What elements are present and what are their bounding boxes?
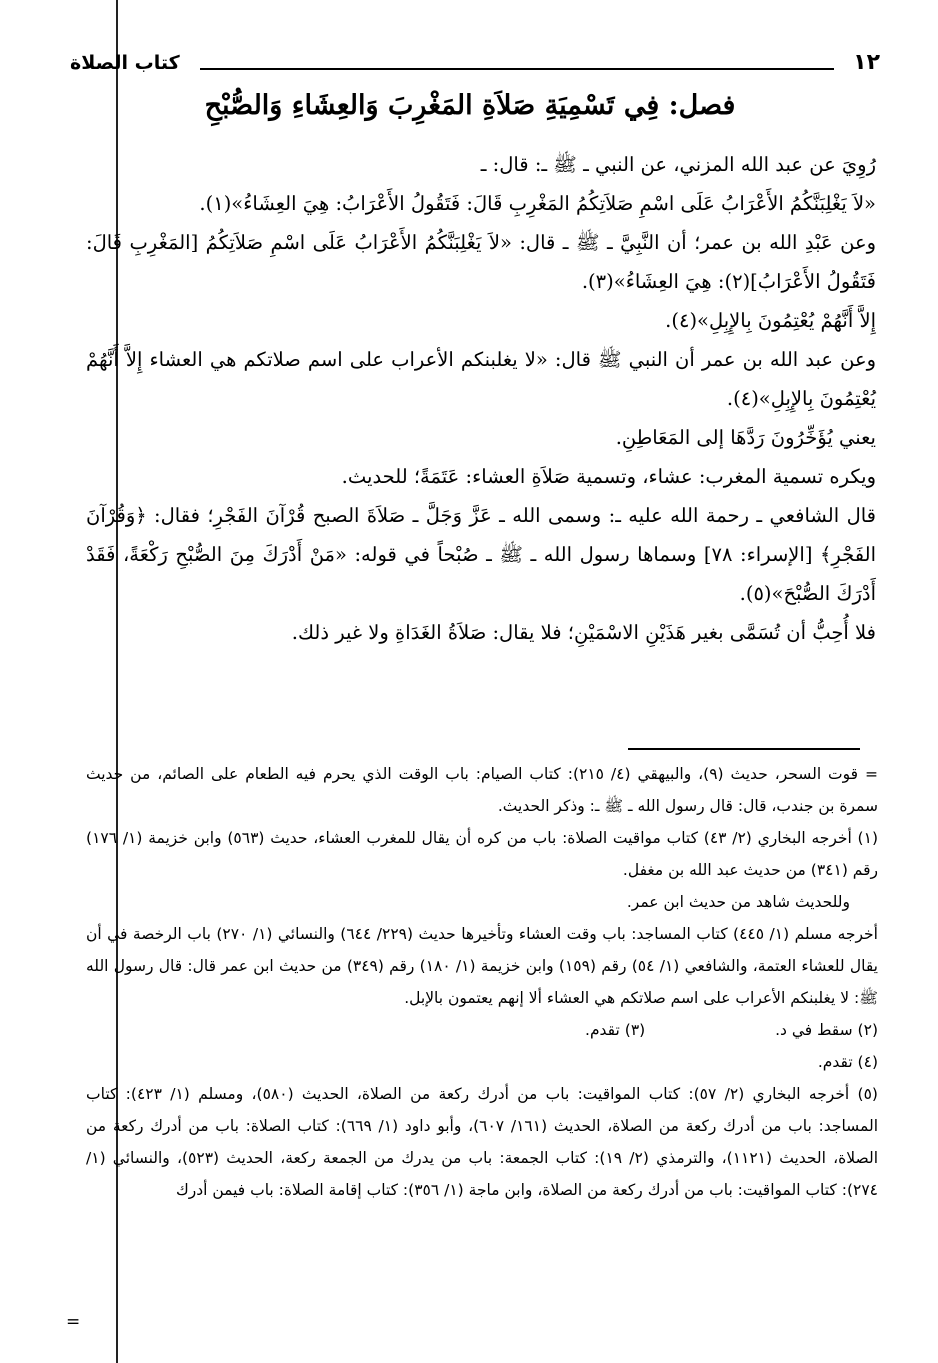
footnote-4: (٤) تقدم. — [817, 1053, 878, 1071]
paragraph: «لاَ يَغْلِبَنَّكُمُ الأَعْرَابُ عَلَى اسْمِ صَلاَتِكُمُ المَغْرِبِ قَالَ: فَتَقُولُ الأَعْرَابُ: هِيَ العِشَاءُ»(١). — [199, 192, 876, 215]
paragraph: إِلاَّ أَنَّهُمْ يُعْتِمُونَ بِالإِبِلِ»(٤). — [665, 309, 876, 332]
paragraph: وعن عبد الله بن عمر أن النبي ﷺ قال: «لا يغلبنكم الأعراب على اسم صلاتكم هي العشاء إِلاَّ أَنَّهُمْ يُعْتِمُونَ بِالإِبِلِ»(٤). — [86, 348, 876, 410]
footnotes — [86, 758, 878, 1206]
section-heading: فصل: فِي تَسْمِيَةِ صَلاَةِ المَغْرِبَ وَالعِشَاءِ وَالصُّبْحِ — [204, 90, 736, 121]
paragraph: رُوِيَ عن عبد الله المزني، عن النبي ـ ﷺ ـ: قال: ـ — [480, 153, 876, 176]
footnote-5: (٥) أخرجه البخاري (٢/ ٥٧): كتاب المواقيت: باب من أدرك ركعة من الصلاة، الحديث (٥٨٠)، ومسلم (١/ ٤٢٣): كتاب المساجد: باب من أدرك ركعة من الصلاة، الحديث (١٦١/ ٦٠٧)، وأبو داود (١/ ٦٦٩): كتاب الصلاة: باب من أدرك ركعة من الصلاة، الحديث (١١٢١)، والترمذي (٢/ ١٩): كتاب الجمعة: باب من يدرك من الجمعة ركعة، الحديث (٥٢٣)، والنسائي (١/ ٢٧٤): كتاب المواقيت: باب من أدرك ركعة من الصلاة، وابن ماجة (١/ ٣٥٦): كتاب إقامة الصلاة: باب فيمن أدرك — [86, 1085, 879, 1199]
footnote-separator — [628, 748, 860, 750]
page-number: ١٢ — [853, 50, 880, 75]
paragraph: يعني يُؤَخِّرُونَ رَدَّهَا إلى المَعَاطِنِ. — [615, 426, 876, 449]
footnote-1-note: وللحديث شاهد من حديث ابن عمر. — [626, 893, 850, 911]
paragraph: وعن عَبْدِ الله بن عمر؛ أن النَّبِيَّ ـ ﷺ ـ قال: «لاَ يَغْلِبَنَّكُمُ الأَعْرَابُ عَلَى اسْمِ صَلاَتِكُمُ [المَغْرِبِ قَالَ: فَتَقُولُ الأَعْرَابُ](٢): هِيَ العِشَاءُ»(٣). — [86, 231, 876, 293]
main-text — [86, 145, 876, 652]
footnote-1: (١) أخرجه البخاري (٢/ ٤٣) كتاب مواقيت الصلاة: باب من كره أن يقال للمغرب العشاء، حديث (٥٦٣) وابن خزيمة (١/ ١٧٦) رقم (٣٤١) من حديث عبد الله بن مغفل. — [86, 829, 878, 879]
footnote-2-3 — [86, 1014, 878, 1046]
page-header — [60, 46, 880, 82]
footnote-continued: = قوت السحر، حديث (٩)، والبيهقي (٤/ ٢١٥): كتاب الصيام: باب الوقت الذي يحرم فيه الطعام على الصائم، من حديث سمرة بن جندب، قال: قال رسول الله ـ ﷺ ـ: وذكر الحديث. — [86, 765, 878, 815]
continuation-marker: = — [66, 1312, 81, 1332]
footnote-3: (٣) تقدم. — [585, 1021, 646, 1039]
book-title: كتاب الصلاة — [70, 52, 180, 74]
paragraph: ويكره تسمية المغرب: عشاء، وتسمية صَلاَةِ العشاء: عَتَمَةً؛ للحديث. — [341, 465, 876, 488]
paragraph: فلا أُحِبُّ أن تُسَمَّى بغير هَذَيْنِ الاسْمَيْنِ؛ فلا يقال: صَلاَةُ الغَدَاةِ ولا غير ذلك. — [291, 621, 876, 644]
footnote-1-extra: أخرجه مسلم (١/ ٤٤٥) كتاب المساجد: باب وقت العشاء وتأخيرها حديث (٢٢٩/ ٦٤٤) والنسائي (١/ ٢٧٠) باب الرخصة في أن يقال للعشاء العتمة، والشافعي (١/ ٥٤) رقم (١٥٩) وابن خزيمة (١/ ١٨٠) رقم (٣٤٩) من حديث ابن عمر قال: قال رسول الله ﷺ: لا يغلبنكم الأعراب على اسم صلاتكم هي العشاء ألا إنهم يعتمون بالإبل. — [86, 925, 878, 1007]
footnote-2: (٢) سقط في د. — [775, 1021, 878, 1039]
paragraph: قال الشافعي ـ رحمة الله عليه ـ: وسمى الله ـ عَزَّ وَجَلَّ ـ صَلاَةَ الصبح قُرْآنَ الفَجْرِ؛ فقال: ﴿وَقُرْآنَ الفَجْرِ﴾ [الإسراء: ٧٨] وسماها رسول الله ـ ﷺ ـ صُبْحاً في قوله: «مَنْ أَدْرَكَ مِنَ الصُّبْحِ رَكْعَةً، فَقَدْ أَدْرَكَ الصُّبْحَ»(٥). — [86, 504, 876, 605]
header-rule — [200, 68, 834, 70]
